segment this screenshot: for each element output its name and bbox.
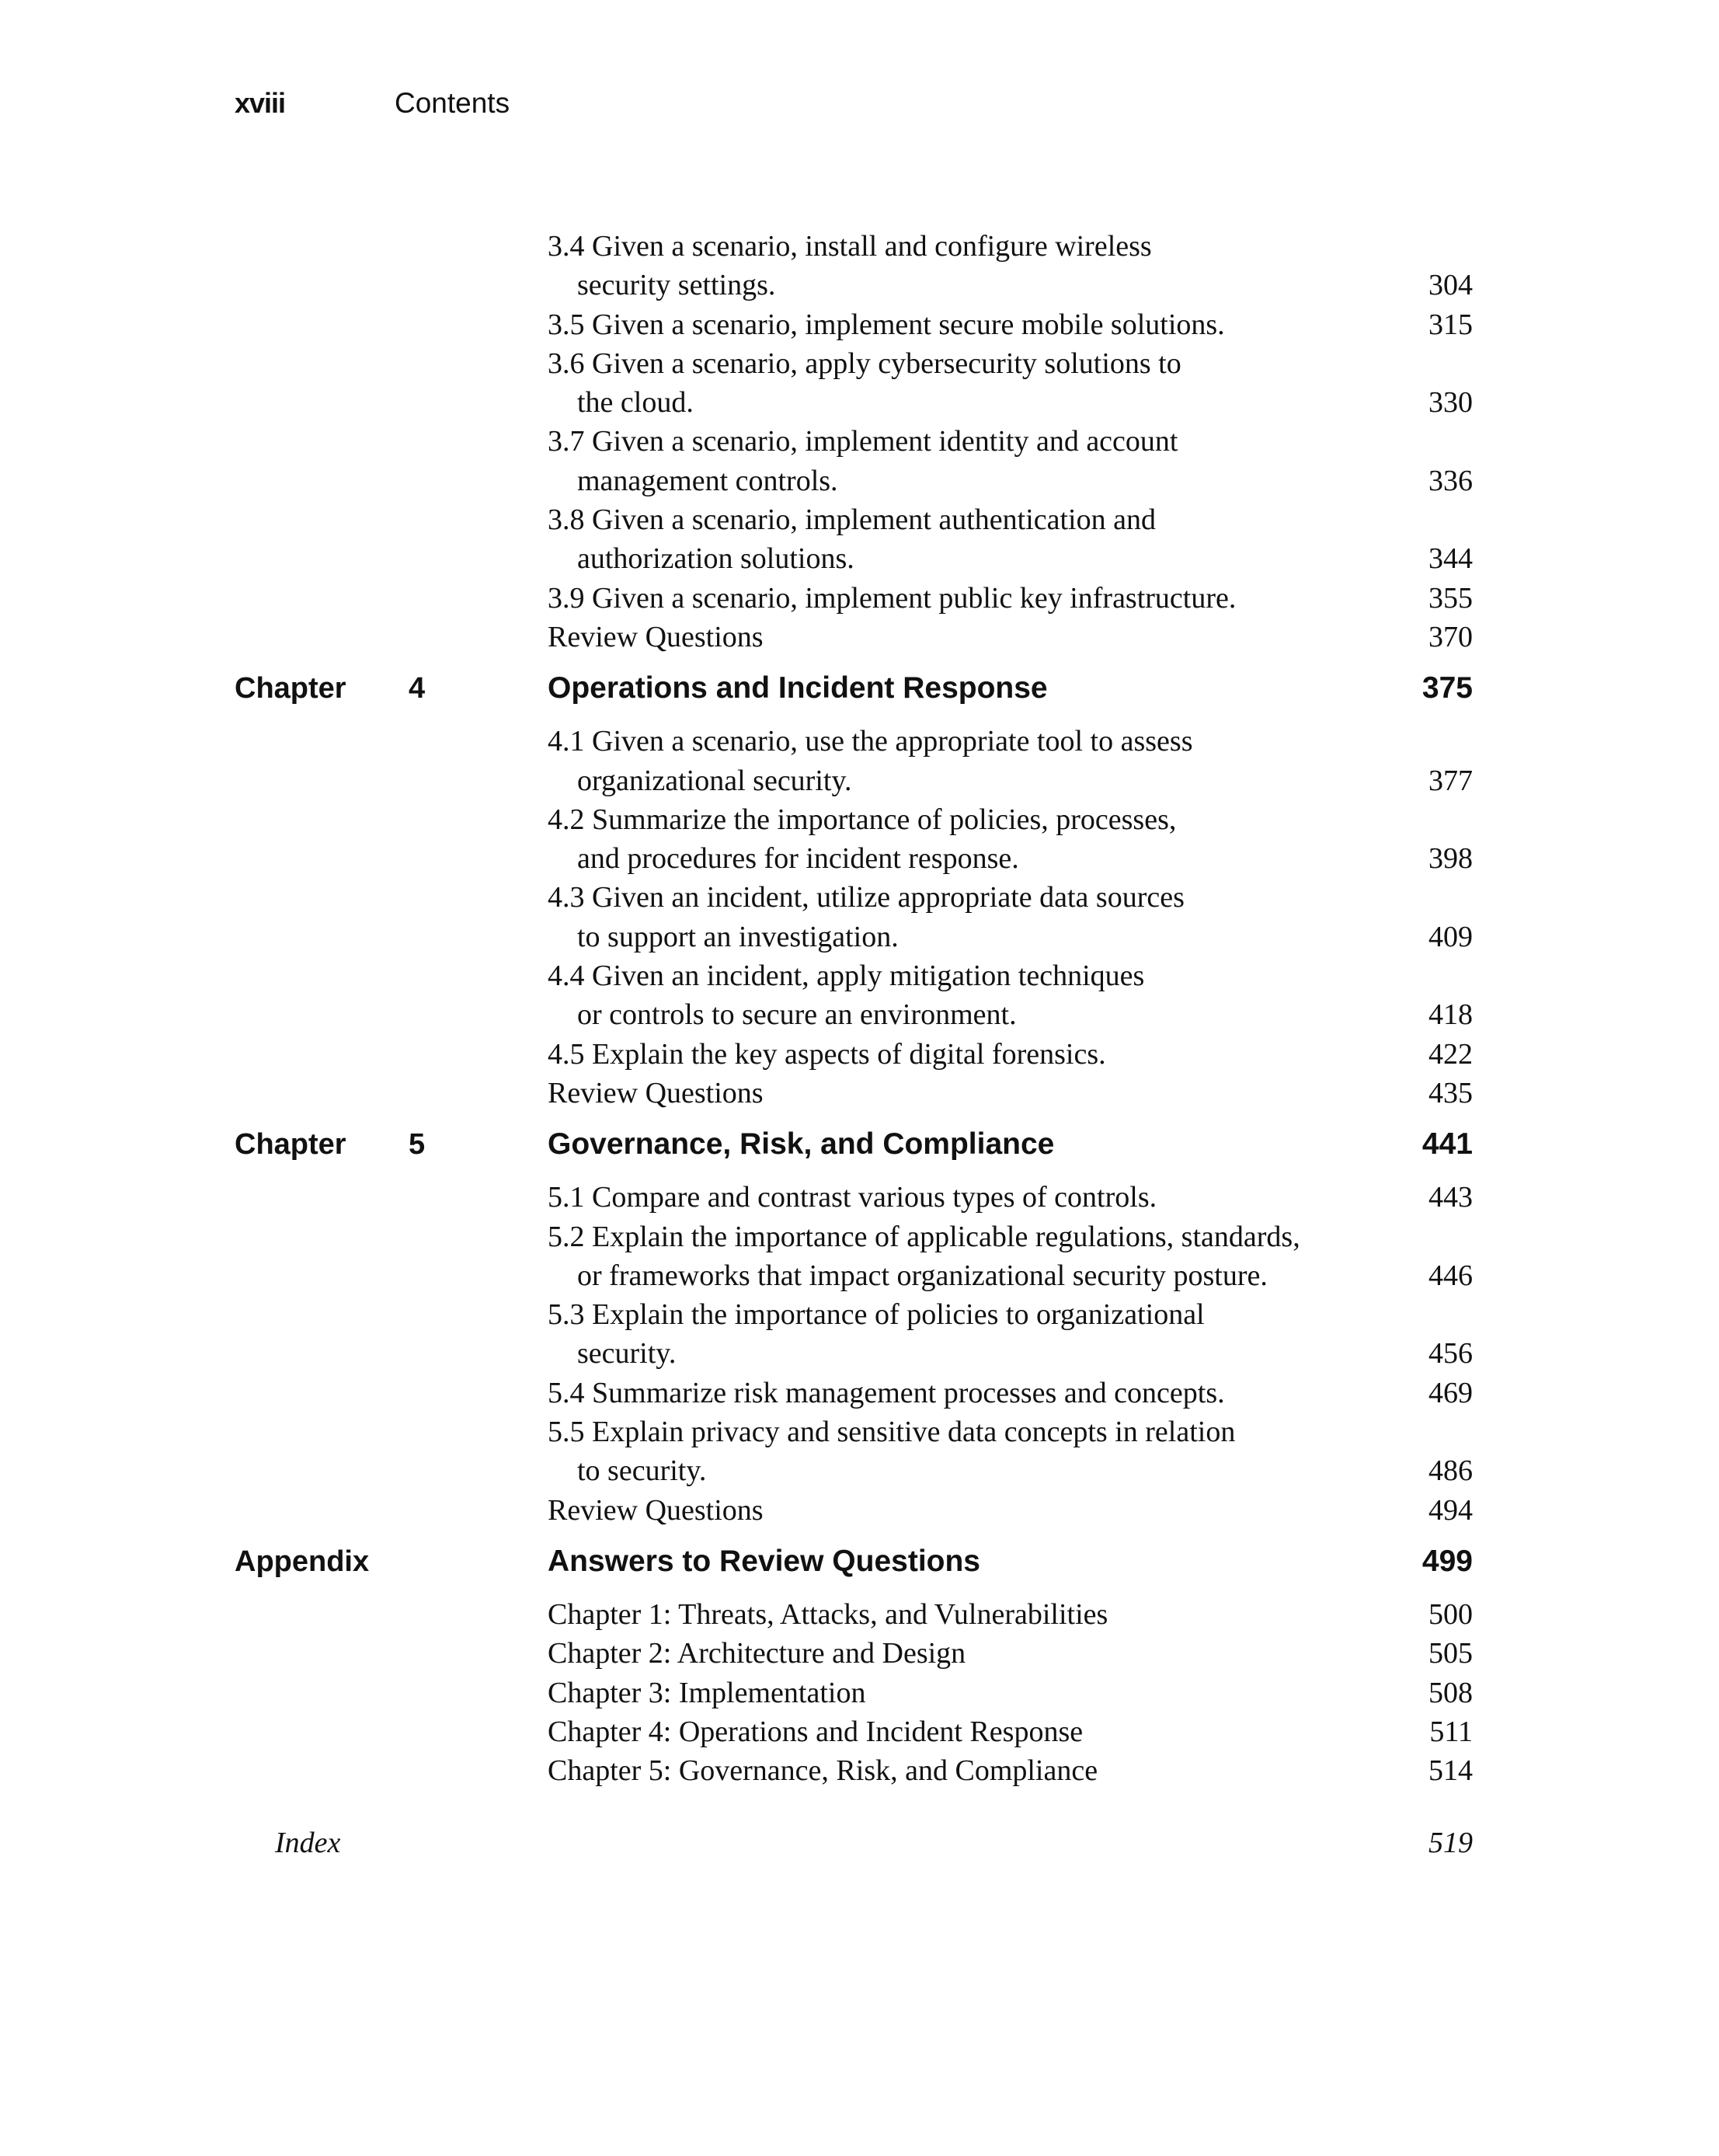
toc-entry[interactable]: 4.1 Given a scenario, use the appropriate tool to assess organizational security. 377: [548, 722, 1473, 800]
page-number: 370: [1428, 620, 1473, 653]
page-number: 505: [1428, 1637, 1473, 1670]
toc-entry[interactable]: 3.7 Given a scenario, implement identity and account management controls. 336: [548, 422, 1473, 500]
running-head: [235, 87, 510, 126]
toc-entry[interactable]: Chapter 1: Threats, Attacks, and Vulnerabilities 500: [548, 1595, 1473, 1634]
page-number: 418: [1428, 998, 1473, 1032]
toc-entry[interactable]: 3.9 Given a scenario, implement public key infrastructure. 355: [548, 579, 1473, 618]
chapter-label: Chapter: [235, 672, 346, 705]
toc-entry[interactable]: 5.1 Compare and contrast various types of controls. 443: [548, 1178, 1473, 1217]
page-number: 398: [1428, 842, 1473, 876]
page-number: 500: [1428, 1597, 1473, 1631]
toc-entry[interactable]: 3.4 Given a scenario, install and configure wireless security settings. 304: [548, 227, 1473, 305]
page-number: 304: [1428, 269, 1473, 302]
toc-entry[interactable]: 4.5 Explain the key aspects of digital forensics. 422: [548, 1035, 1473, 1074]
chapter-number: 4: [409, 672, 426, 705]
page-number: 469: [1428, 1376, 1473, 1409]
appendix-label: Appendix: [235, 1545, 370, 1578]
toc-entry-review-questions[interactable]: Review Questions 494: [548, 1491, 1473, 1530]
chapter-number: 5: [409, 1128, 426, 1162]
toc-entry-review-questions[interactable]: Review Questions 435: [548, 1074, 1473, 1113]
page-number: 355: [1428, 581, 1473, 615]
toc-entry[interactable]: Chapter 4: Operations and Incident Response 511: [548, 1712, 1473, 1751]
toc-entry[interactable]: 4.4 Given an incident, apply mitigation techniques or controls to secure an environment. 418: [548, 956, 1473, 1035]
chapter-label: Chapter: [235, 1128, 346, 1162]
toc-entry[interactable]: 5.3 Explain the importance of policies to organizational security. 456: [548, 1295, 1473, 1374]
page-number: 435: [1428, 1076, 1473, 1109]
page-number: 486: [1428, 1454, 1473, 1488]
toc-entry[interactable]: 4.3 Given an incident, utilize appropriate data sources to support an investigation. 409: [548, 878, 1473, 956]
running-head-title: Contents: [395, 87, 510, 119]
appendix-heading[interactable]: [235, 1542, 1473, 1581]
toc-entry[interactable]: Chapter 3: Implementation 508: [548, 1674, 1473, 1712]
toc-entry[interactable]: 3.5 Given a scenario, implement secure mobile solutions. 315: [548, 305, 1473, 344]
toc-entries-section3: [548, 227, 1473, 657]
toc-entry-review-questions[interactable]: Review Questions 370: [548, 618, 1473, 657]
page-number: 409: [1428, 920, 1473, 953]
table-of-contents: [235, 227, 1473, 1860]
toc-entry[interactable]: Chapter 2: Architecture and Design 505: [548, 1634, 1473, 1673]
page-number: 344: [1428, 542, 1473, 576]
page-number: 494: [1428, 1493, 1473, 1527]
toc-entry[interactable]: 5.4 Summarize risk management processes and concepts. 469: [548, 1374, 1473, 1412]
chapter-title: Governance, Risk, and Compliance: [548, 1127, 1055, 1162]
appendix-title: Answers to Review Questions: [548, 1544, 980, 1578]
page-number: 514: [1428, 1754, 1473, 1788]
toc-entry[interactable]: 3.6 Given a scenario, apply cybersecurity solutions to the cloud. 330: [548, 344, 1473, 423]
page-number: 446: [1428, 1259, 1473, 1292]
toc-entry[interactable]: 4.2 Summarize the importance of policies, processes, and procedures for incident response. 398: [548, 800, 1473, 879]
page-number: 499: [1421, 1544, 1473, 1578]
page-number: 375: [1421, 671, 1473, 705]
chapter-5-heading[interactable]: [235, 1125, 1473, 1164]
page-number: 511: [1429, 1715, 1473, 1748]
page-number: 443: [1428, 1181, 1473, 1214]
chapter-4-heading[interactable]: [235, 669, 1473, 708]
toc-entry[interactable]: Chapter 5: Governance, Risk, and Compliance 514: [548, 1751, 1473, 1790]
page-number: 315: [1428, 308, 1473, 341]
toc-group-chapter-4: [235, 722, 1473, 1113]
toc-group-section3: [235, 227, 1473, 657]
page-number: 330: [1428, 386, 1473, 420]
toc-entry[interactable]: 5.2 Explain the importance of applicable regulations, standards, or frameworks that impact organizational security posture. 446: [548, 1217, 1473, 1296]
page-number: 508: [1428, 1676, 1473, 1709]
toc-entry[interactable]: 5.5 Explain privacy and sensitive data concepts in relation to security. 486: [548, 1412, 1473, 1491]
index-label: Index: [275, 1827, 341, 1860]
toc-entry-index[interactable]: [235, 1826, 1473, 1860]
page-number: 456: [1428, 1337, 1473, 1371]
toc-entry[interactable]: 3.8 Given a scenario, implement authentication and authorization solutions. 344: [548, 500, 1473, 579]
page-number: 377: [1428, 764, 1473, 797]
toc-group-chapter-5: [235, 1178, 1473, 1530]
toc-group-appendix: [235, 1595, 1473, 1790]
page-number: 422: [1428, 1037, 1473, 1071]
page-folio: xviii: [235, 87, 286, 119]
page-number: 441: [1421, 1127, 1473, 1162]
chapter-title: Operations and Incident Response: [548, 671, 1048, 705]
page-number: 519: [1428, 1827, 1473, 1860]
page-number: 336: [1428, 464, 1473, 497]
